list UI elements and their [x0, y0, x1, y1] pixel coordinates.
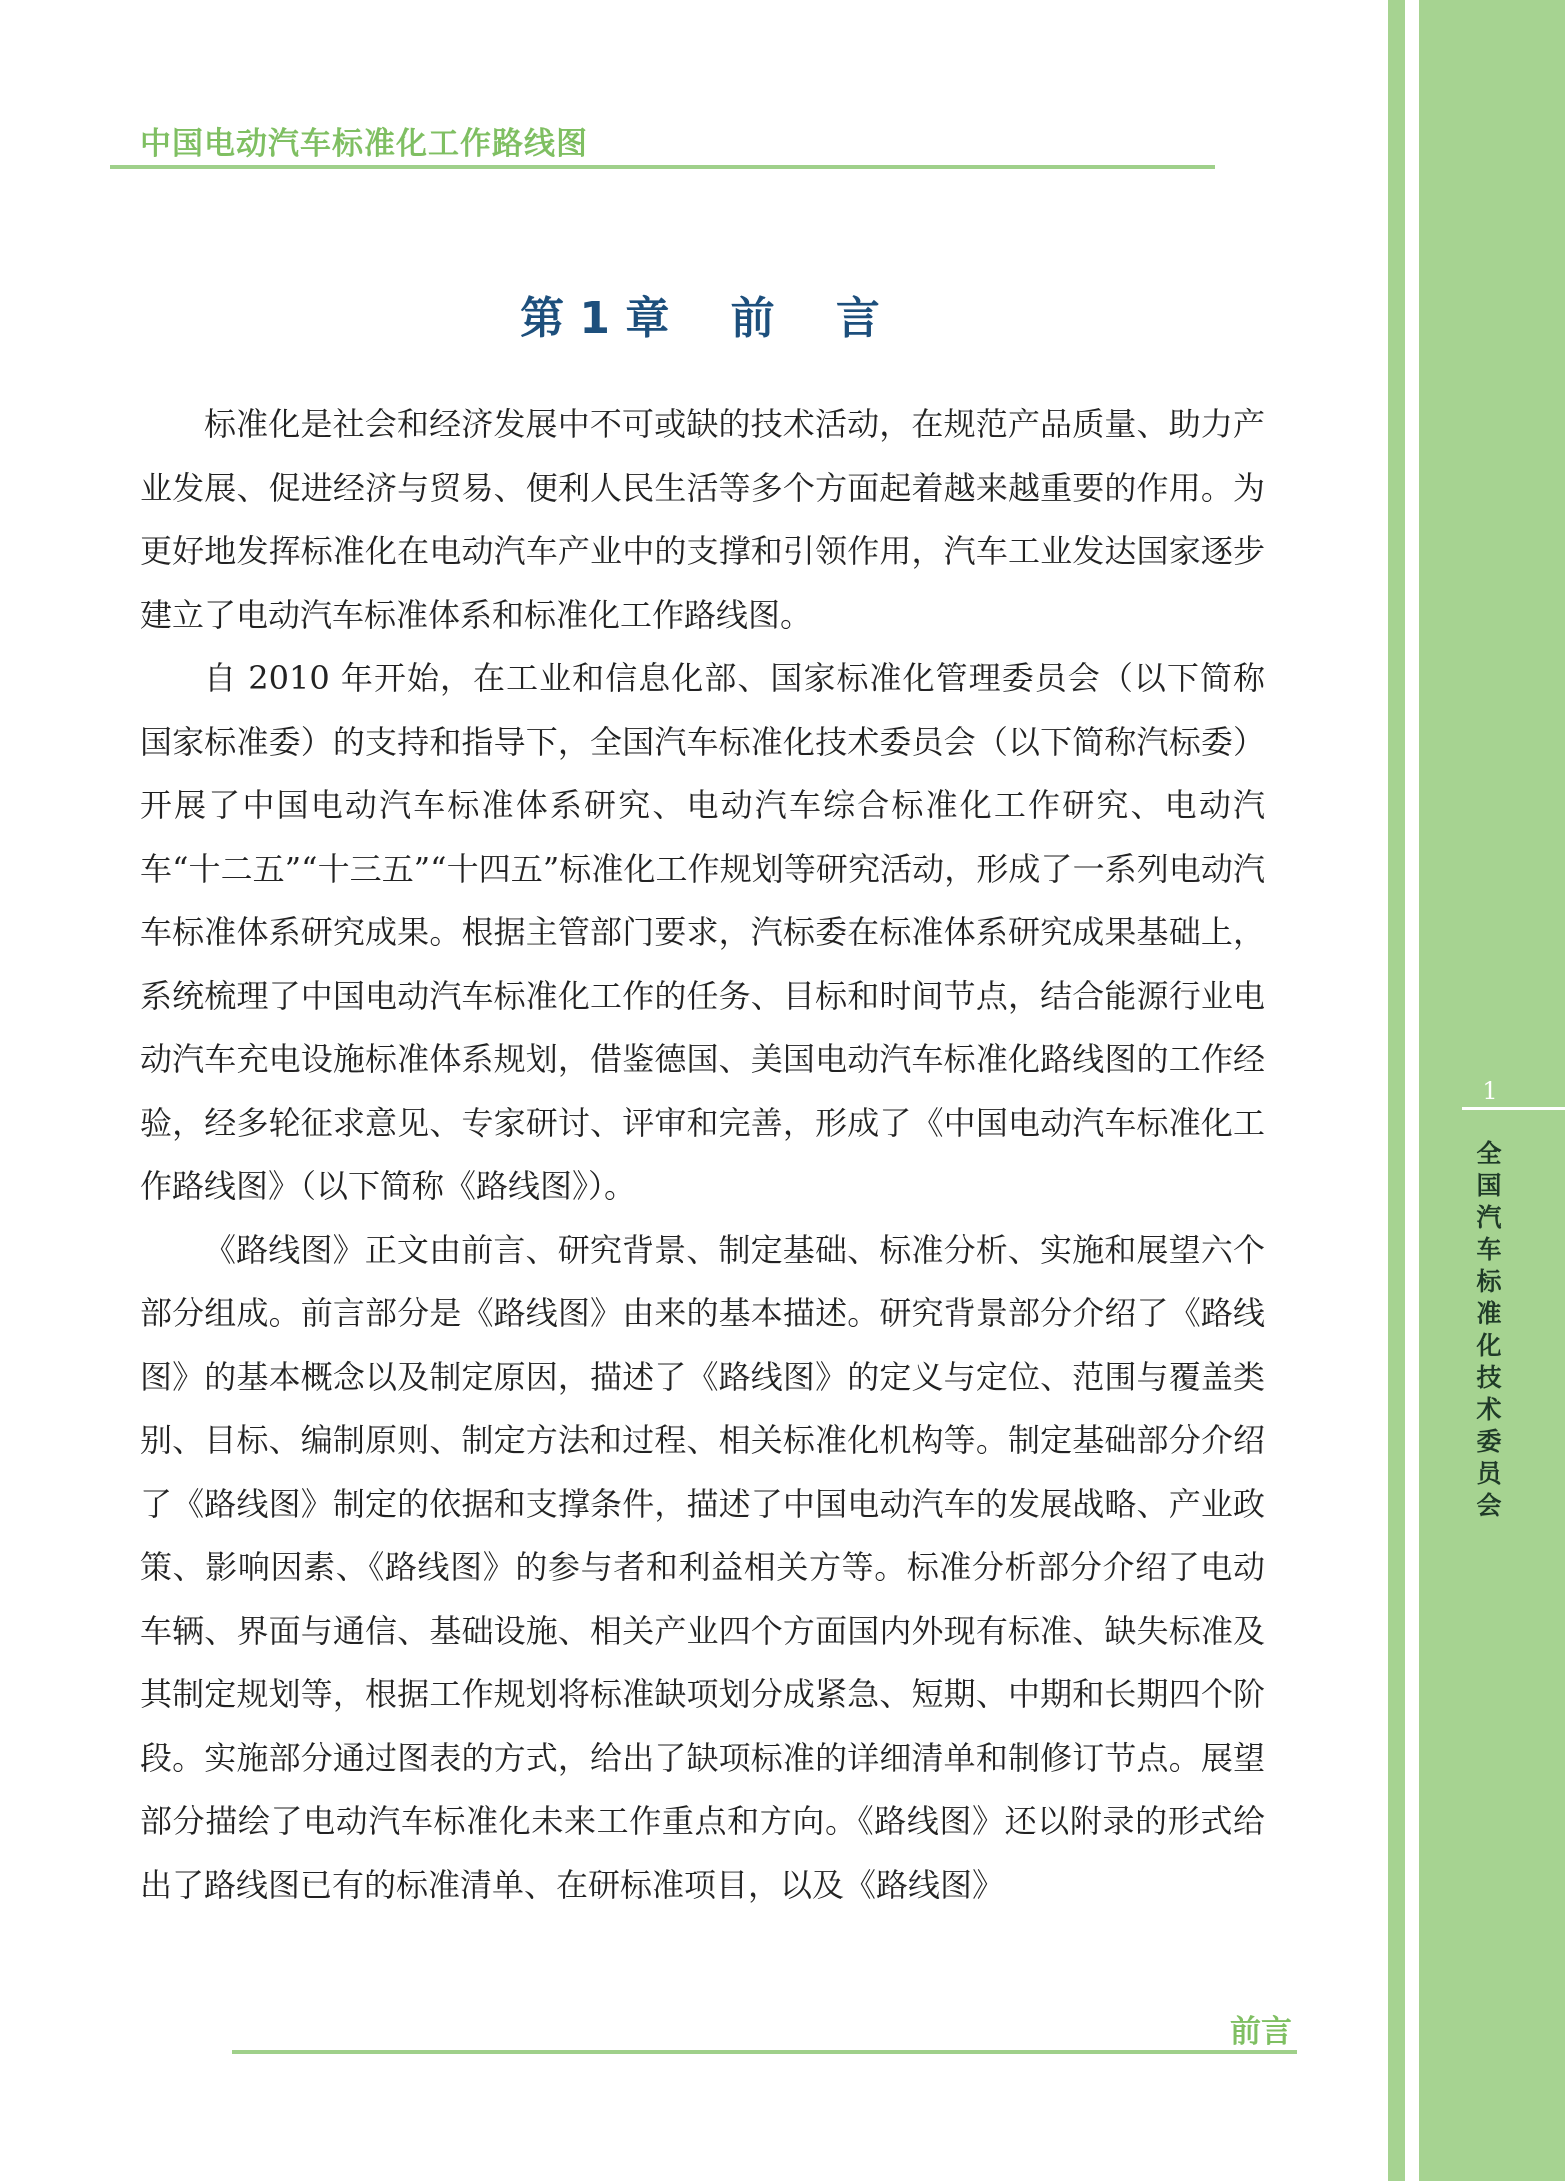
paragraph: 《路线图》正文由前言、研究背景、制定基础、标准分析、实施和展望六个部分组成。前言部分是《路线图》由来的基本描述。研究背景部分介绍了《路线图》的基本概念以及制定原因，描述了《路线图》的定义与定位、范围与覆盖类别、目标、编制原则、制定方法和过程、相关标准化机构等。制定基础部分介绍了《路线图》制定的依据和支撑条件，描述了中国电动汽车的发展战略、产业政策、影响因素、《路线图》的参与者和利益相关方等。标准分析部分介绍了电动车辆、界面与通信、基础设施、相关产业四个方面国内外现有标准、缺失标准及其制定规划等，根据工作规划将标准缺项划分成紧急、短期、中期和长期四个阶段。实施部分通过图表的方式，给出了缺项标准的详细清单和制修订节点。展望部分描绘了电动汽车标准化未来工作重点和方向。《路线图》还以附录的形式给出了路线图已有的标准清单、在研标准项目，以及《路线图》 — [140, 1230, 1265, 1904]
side-band-gap — [1405, 0, 1419, 2181]
chapter-title: 第 1 章 前 言 — [520, 293, 880, 344]
paragraph: 自 2010 年开始，在工业和信息化部、国家标准化管理委员会（以下简称国家标准委）的支持和指导下，全国汽车标准化技术委员会（以下简称汽标委）开展了中国电动汽车标准体系研究、电动汽车综合标准化工作研究、电动汽车“十二五”“十三五”“十四五”标准化工作规划等研究活动，形成了一系列电动汽车标准体系研究成果。根据主管部门要求，汽标委在标准体系研究成果基础上，系统梳理了中国电动汽车标准化工作的任务、目标和时间节点，结合能源行业电动汽车充电设施标准体系规划，借鉴德国、美国电动汽车标准化路线图的工作经验，经多轮征求意见、专家研讨、评审和完善，形成了《中国电动汽车标准化工作路线图》（以下简称《路线图》）。 — [140, 659, 1265, 1205]
running-header-title: 中国电动汽车标准化工作路线图 — [140, 126, 588, 162]
footer-section-label: 前言 — [1230, 2014, 1292, 2050]
side-organization-name: 全国汽车标准化技术委员会 — [1476, 1139, 1502, 1520]
footer-divider — [232, 2050, 1297, 2054]
header-divider — [110, 165, 1215, 169]
paragraph: 标准化是社会和经济发展中不可或缺的技术活动，在规范产品质量、助力产业发展、促进经济与贸易、便利人民生活等多个方面起着越来越重要的作用。为更好地发挥标准化在电动汽车产业中的支撑和引领作用，汽车工业发达国家逐步建立了电动汽车标准体系和标准化工作路线图。 — [140, 405, 1265, 634]
page-number-rule — [1462, 1107, 1565, 1110]
body-text — [140, 393, 1265, 1917]
page-number: 1 — [1482, 1077, 1498, 1105]
